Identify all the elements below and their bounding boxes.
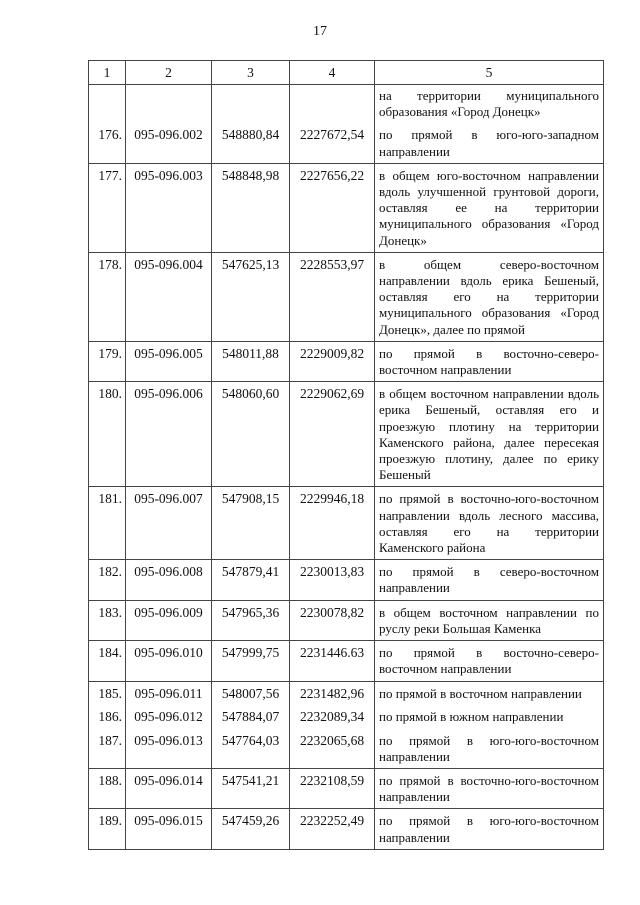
direction-description: в общем восточном направлении вдоль ерика Бешеный, оставляя его и проезжую плотину на территории Каменского района, далее пересекая проезжую плотину, далее по ерику Бешеный bbox=[375, 382, 604, 487]
point-code: 095-096.015 bbox=[126, 809, 212, 849]
point-number: 179. bbox=[89, 341, 126, 381]
coordinate-x: 547884,07 bbox=[212, 705, 290, 729]
point-number: 186. bbox=[89, 705, 126, 729]
column-header: 1 bbox=[89, 61, 126, 85]
direction-description: в общем северо-восточном направлении вдоль ерика Бешеный, оставляя его на территории муниципального образования «Город Донецк», далее по прямой bbox=[375, 252, 604, 341]
coordinate-x: 547764,03 bbox=[212, 729, 290, 769]
coordinate-x: 547541,21 bbox=[212, 768, 290, 808]
table-row bbox=[89, 341, 604, 381]
coordinate-x: 548848,98 bbox=[212, 163, 290, 252]
point-code: 095-096.005 bbox=[126, 341, 212, 381]
direction-description: по прямой в восточном направлении bbox=[375, 681, 604, 705]
coordinate-x: 548007,56 bbox=[212, 681, 290, 705]
coordinate-y: 2229946,18 bbox=[290, 487, 375, 560]
point-code: 095-096.003 bbox=[126, 163, 212, 252]
point-code: 095-096.010 bbox=[126, 641, 212, 681]
point-code: 095-096.007 bbox=[126, 487, 212, 560]
direction-description: по прямой в северо-восточном направлении bbox=[375, 560, 604, 600]
coordinate-x: 547965,36 bbox=[212, 600, 290, 640]
coordinate-x: 548880,84 bbox=[212, 123, 290, 163]
direction-description: по прямой в восточно-юго-восточном направлении bbox=[375, 768, 604, 808]
direction-description: по прямой в юго-юго-западном направлении bbox=[375, 123, 604, 163]
coordinate-x: 547879,41 bbox=[212, 560, 290, 600]
point-code: 095-096.009 bbox=[126, 600, 212, 640]
table-row bbox=[89, 382, 604, 487]
coordinate-y: 2229062,69 bbox=[290, 382, 375, 487]
point-number: 189. bbox=[89, 809, 126, 849]
coordinate-y: 2228553,97 bbox=[290, 252, 375, 341]
column-header: 3 bbox=[212, 61, 290, 85]
coordinate-x: 547908,15 bbox=[212, 487, 290, 560]
continuation-text: на территории муниципального образования «Город Донецк» bbox=[375, 85, 604, 124]
column-header: 5 bbox=[375, 61, 604, 85]
column-header: 4 bbox=[290, 61, 375, 85]
table-row bbox=[89, 641, 604, 681]
coordinate-x: 547625,13 bbox=[212, 252, 290, 341]
point-number: 184. bbox=[89, 641, 126, 681]
coordinate-y: 2227656,22 bbox=[290, 163, 375, 252]
direction-description: по прямой в южном направлении bbox=[375, 705, 604, 729]
point-number: 181. bbox=[89, 487, 126, 560]
table-row bbox=[89, 163, 604, 252]
coordinate-y: 2230078,82 bbox=[290, 600, 375, 640]
direction-description: в общем восточном направлении по руслу реки Большая Каменка bbox=[375, 600, 604, 640]
point-number: 188. bbox=[89, 768, 126, 808]
continuation-row bbox=[89, 85, 604, 124]
point-number: 185. bbox=[89, 681, 126, 705]
point-code: 095-096.011 bbox=[126, 681, 212, 705]
coordinate-x: 547999,75 bbox=[212, 641, 290, 681]
table-row bbox=[89, 809, 604, 849]
coordinate-y: 2232252,49 bbox=[290, 809, 375, 849]
coordinate-x: 548060,60 bbox=[212, 382, 290, 487]
direction-description: по прямой в юго-юго-восточном направлении bbox=[375, 809, 604, 849]
column-header: 2 bbox=[126, 61, 212, 85]
coordinate-y: 2232108,59 bbox=[290, 768, 375, 808]
point-number: 180. bbox=[89, 382, 126, 487]
point-code: 095-096.012 bbox=[126, 705, 212, 729]
page-number: 17 bbox=[313, 24, 327, 39]
point-number: 187. bbox=[89, 729, 126, 769]
direction-description: по прямой в восточно-юго-восточном направлении вдоль лесного массива, оставляя его на территории Каменского района bbox=[375, 487, 604, 560]
direction-description: в общем юго-восточном направлении вдоль улучшенной грунтовой дороги, оставляя ее на территории муниципального образования «Город Донецк» bbox=[375, 163, 604, 252]
direction-description: по прямой в юго-юго-восточном направлении bbox=[375, 729, 604, 769]
coordinate-y: 2231482,96 bbox=[290, 681, 375, 705]
point-code: 095-096.004 bbox=[126, 252, 212, 341]
coordinate-y: 2232065,68 bbox=[290, 729, 375, 769]
coordinate-y: 2232089,34 bbox=[290, 705, 375, 729]
point-number: 177. bbox=[89, 163, 126, 252]
boundary-points-table bbox=[88, 60, 604, 850]
table-row bbox=[89, 487, 604, 560]
table-row bbox=[89, 729, 604, 769]
point-number: 182. bbox=[89, 560, 126, 600]
point-number: 183. bbox=[89, 600, 126, 640]
point-code: 095-096.013 bbox=[126, 729, 212, 769]
header-row bbox=[89, 61, 604, 85]
coordinate-y: 2229009,82 bbox=[290, 341, 375, 381]
coordinate-y: 2231446.63 bbox=[290, 641, 375, 681]
point-code: 095-096.002 bbox=[126, 123, 212, 163]
point-code: 095-096.014 bbox=[126, 768, 212, 808]
table-row bbox=[89, 600, 604, 640]
point-number: 178. bbox=[89, 252, 126, 341]
coordinate-y: 2230013,83 bbox=[290, 560, 375, 600]
point-code: 095-096.008 bbox=[126, 560, 212, 600]
point-code: 095-096.006 bbox=[126, 382, 212, 487]
table-row bbox=[89, 123, 604, 163]
coordinate-y: 2227672,54 bbox=[290, 123, 375, 163]
direction-description: по прямой в восточно-северо-восточном направлении bbox=[375, 341, 604, 381]
coordinate-x: 547459,26 bbox=[212, 809, 290, 849]
table-row bbox=[89, 560, 604, 600]
table-row bbox=[89, 705, 604, 729]
table-row bbox=[89, 681, 604, 705]
table-row bbox=[89, 252, 604, 341]
direction-description: по прямой в восточно-северо-восточном направлении bbox=[375, 641, 604, 681]
table-row bbox=[89, 768, 604, 808]
point-number: 176. bbox=[89, 123, 126, 163]
coordinate-x: 548011,88 bbox=[212, 341, 290, 381]
